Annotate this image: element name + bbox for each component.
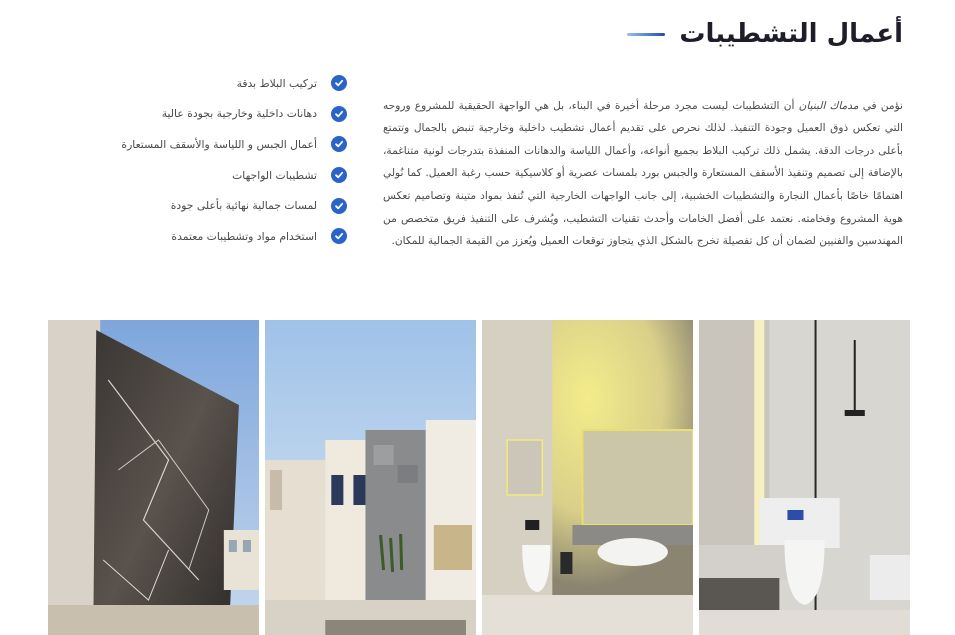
feature-label: تركيب البلاط بدقة — [236, 76, 317, 90]
check-circle-icon — [331, 198, 347, 214]
check-circle-icon — [331, 75, 347, 91]
section-description — [383, 95, 903, 253]
title-accent-line — [627, 33, 665, 36]
description-lead: نؤمن في — [858, 99, 903, 112]
check-circle-icon — [331, 228, 347, 244]
feature-label: أعمال الجبس و اللياسة والأسقف المستعارة — [121, 137, 317, 151]
gallery-photo-bathroom-shower[interactable] — [699, 320, 910, 635]
features-list — [47, 68, 347, 252]
brand-name: مدماك البنيان — [798, 99, 859, 112]
feature-item — [47, 99, 347, 130]
gallery-photo-bathroom-yellow-light[interactable] — [482, 320, 693, 635]
project-gallery — [48, 320, 910, 635]
description-body: أن التشطيبات ليست مجرد مرحلة أخيرة في البناء، بل هي الواجهة الحقيقية للمشروع وروحه التي تعكس ذوق العميل وجودة التنفيذ. لذلك نحرص على تقديم أعمال تشطيب داخلية وخارجية تنبض بالجمال وتتمتع بأعلى درجات الدقة. يشمل ذلك تركيب البلاط بجميع أنواعه، وأعمال اللياسة والدهانات المنفذة بتدرجات لونية متناغمة، بالإضافة إلى تصميم وتنفيذ الأسقف المستعارة والجبس بورد بلمسات عصرية أو كلاسيكية حسب رغبة العميل. كما نُولي اهتمامًا خاصًا بأعمال النجارة والتشطيبات الخشبية، إلى جانب الواجهات الخارجية التي تُنفذ بمواد متينة وتصاميم تعكس هوية المشروع وفخامته. نعتمد على أفضل الخامات وأحدث تقنيات التشطيب، ويُشرف على التنفيذ فريق متخصص من المهندسين والفنيين لضمان أن كل تفصيلة تخرج بالشكل الذي يتجاوز توقعات العميل ويُعزز من القيمة الجمالية للمكان. — [383, 99, 903, 248]
check-circle-icon — [331, 106, 347, 122]
feature-label: دهانات داخلية وخارجية بجودة عالية — [161, 107, 317, 121]
section-header — [627, 18, 903, 50]
feature-label: استخدام مواد وتشطيبات معتمدة — [171, 229, 317, 243]
gallery-photo-marble-facade[interactable] — [48, 320, 259, 635]
feature-item — [47, 221, 347, 252]
gallery-photo-villa-exterior[interactable] — [265, 320, 476, 635]
feature-label: تشطيبات الواجهات — [232, 168, 317, 182]
feature-item — [47, 68, 347, 99]
check-circle-icon — [331, 167, 347, 183]
feature-label: لمسات جمالية نهائية بأعلى جودة — [170, 199, 317, 213]
check-circle-icon — [331, 136, 347, 152]
feature-item — [47, 190, 347, 221]
feature-item — [47, 160, 347, 191]
section-title: أعمال التشطيبات — [679, 19, 903, 49]
feature-item — [47, 129, 347, 160]
